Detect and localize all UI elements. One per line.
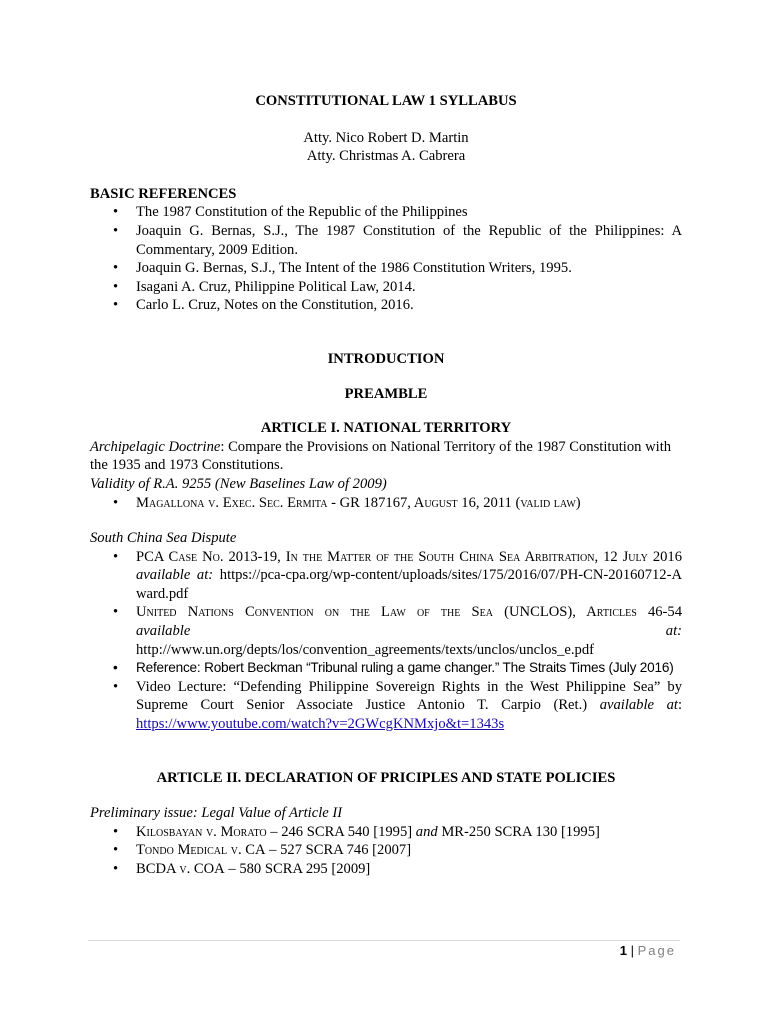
unclos-title: • United Nations Convention on the Law of the Sea (UNCLOS), Articles 46-54: [136, 604, 682, 621]
available-at-label: available at:: [136, 567, 214, 584]
list-item: • Carlo L. Cruz, Notes on the Constitution, 2016.: [136, 296, 682, 315]
case-citation: MR-250 SCRA 130 [1995]: [437, 823, 600, 840]
list-item: • Magallona v. Exec. Sec. Ermita - GR 187167, August 16, 2011 (valid law): [136, 494, 682, 513]
pca-case-title: PCA Case No. 2013-19, In the Matter of the South China Sea Arbitration, 12 July: [136, 548, 648, 565]
case-citation: – 527 SCRA 746 [2007]: [265, 842, 412, 859]
case-and: and: [415, 823, 438, 840]
list-item: [136, 603, 682, 659]
validity-case-list: [90, 494, 682, 513]
archipelagic-doctrine-paragraph: [90, 438, 682, 475]
case-citation: – 580 SCRA 295 [2009]: [224, 861, 371, 877]
unclos-url: http://www.un.org/depts/los/convention_agreements/texts/unclos/unclos_e.pdf: [136, 641, 595, 658]
pca-year: 2016: [652, 548, 682, 565]
case-citation: – 246 SCRA 540 [1995]: [266, 823, 416, 840]
list-item: • Isagani A. Cruz, Philippine Political Law, 2014.: [136, 278, 682, 297]
article-2-case-list: [90, 823, 682, 879]
page-label: Page: [637, 943, 676, 958]
list-item: • Reference: Robert Beckman “Tribunal ruling a game changer.” The Straits Times (July 2016): [136, 659, 682, 678]
case-name: Kilosbayan v. Morato: [136, 823, 267, 840]
colon: :: [677, 697, 682, 714]
basic-references-heading: BASIC REFERENCES: [90, 185, 237, 202]
article-2-heading: ARTICLE II. DECLARATION OF PRICIPLES AND STATE POLICIES: [156, 769, 616, 786]
author-2: Atty. Christmas A. Cabrera: [306, 148, 466, 165]
case-name: BCDA v. COA: [136, 861, 225, 877]
available-label: available: [136, 623, 191, 640]
doctrine-text: : Compare the Provisions on National Territory of the 1987 Constitution with the 1935 and 1973 Constitutions.: [90, 438, 672, 474]
document-title: CONSTITUTIONAL LAW 1 SYLLABUS: [255, 93, 517, 109]
list-item: • The 1987 Constitution of the Republic of the Philippines: [136, 203, 682, 222]
south-china-sea-heading: South China Sea Dispute: [90, 530, 237, 547]
doctrine-label: Archipelagic Doctrine: [90, 438, 221, 455]
video-available-label: available at: [599, 697, 678, 714]
page-number: 1: [619, 943, 628, 958]
list-item: [136, 548, 682, 604]
page-content: [90, 92, 682, 879]
list-item: [136, 841, 682, 860]
footer-separator: |: [627, 943, 638, 958]
at-label: at:: [665, 623, 682, 640]
list-item: • Joaquin G. Bernas, S.J., The 1987 Constitution of the Republic of the Philippines: A Commentary, 2009 Edition.: [136, 222, 682, 259]
author-1: Atty. Nico Robert D. Martin: [303, 129, 469, 146]
list-item: [136, 823, 682, 842]
page-footer: [620, 943, 676, 958]
case-name: Tondo Medical v. CA: [136, 842, 266, 859]
article-1-heading: ARTICLE I. NATIONAL TERRITORY: [260, 420, 512, 437]
list-item: [136, 860, 682, 879]
list-item: • Joaquin G. Bernas, S.J., The Intent of the 1986 Constitution Writers, 1995.: [136, 259, 682, 278]
video-lecture-text: Video Lecture: “Defending Philippine Sovereign Rights in the West Philippine Sea” by Supreme Court Senior Associate Justice Antonio T. Carpio (Ret.): [136, 678, 682, 714]
basic-references-list: [90, 203, 682, 315]
introduction-heading: INTRODUCTION: [327, 350, 445, 367]
south-china-sea-list: [90, 548, 682, 734]
validity-heading: Validity of R.A. 9255 (New Baselines Law of 2009): [90, 475, 387, 492]
pca-url: https://pca-cpa.org/wp-content/uploads/sites/175/2016/07/PH-CN-20160712-Award.pdf: [136, 567, 682, 602]
preamble-heading: PREAMBLE: [344, 385, 428, 402]
available-line: [136, 622, 682, 641]
video-link[interactable]: https://www.youtube.com/watch?v=2GWcgKNMxjo&t=1343s: [136, 716, 505, 733]
preliminary-issue-heading: Preliminary issue: Legal Value of Article II: [90, 805, 343, 822]
list-item: [136, 678, 682, 734]
footer-divider: [88, 940, 680, 941]
